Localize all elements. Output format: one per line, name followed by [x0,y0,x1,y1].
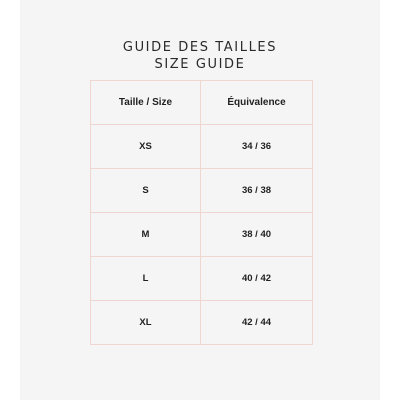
equivalence-cell: 42 / 44 [201,301,313,345]
size-table [90,80,313,345]
table-row [91,213,313,257]
table-row [91,125,313,169]
equivalence-cell: 38 / 40 [201,213,313,257]
size-cell: M [91,213,201,257]
title-english: SIZE GUIDE [154,57,246,72]
header-equivalence: Équivalence [201,81,313,125]
size-guide-card [20,0,380,400]
table-row [91,301,313,345]
size-cell: L [91,257,201,301]
equivalence-cell: 36 / 38 [201,169,313,213]
equivalence-cell: 40 / 42 [201,257,313,301]
title-french: GUIDE DES TAILLES [122,40,278,55]
size-cell: S [91,169,201,213]
header-size: Taille / Size [91,81,201,125]
table-header-row [91,81,313,125]
table-row [91,169,313,213]
equivalence-cell: 34 / 36 [201,125,313,169]
table-row [91,257,313,301]
size-cell: XL [91,301,201,345]
size-cell: XS [91,125,201,169]
